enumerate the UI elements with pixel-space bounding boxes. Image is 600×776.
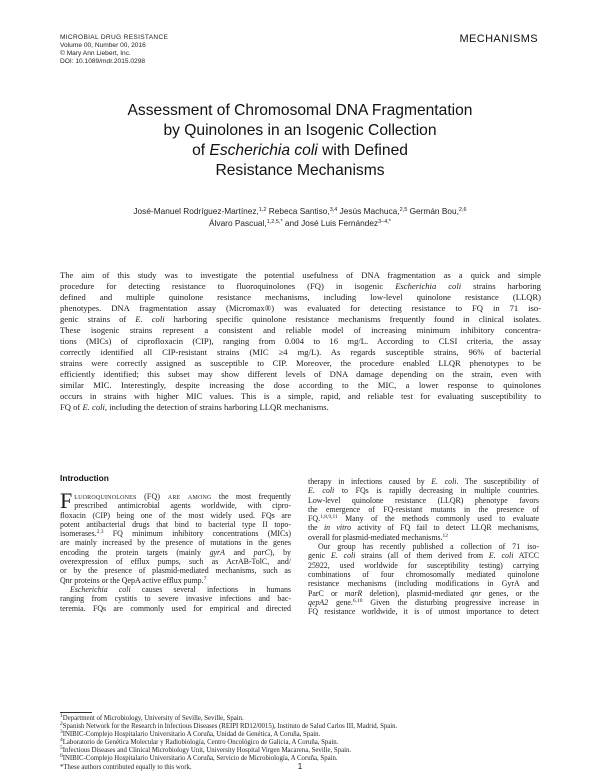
abstract-line: genic strains of E. coli harboring specific quinolone resistance mechanisms frequently found in clinical isolates. xyxy=(60,314,541,324)
body-line: the emergence of FQ-resistant mutants in the presence of xyxy=(308,504,539,514)
body-column-left xyxy=(60,488,291,613)
dropcap: F xyxy=(60,488,73,513)
abstract-line: The aim of this study was to investigate the potential usefulness of DNA fragmentation as a quick and simple xyxy=(60,270,541,280)
abstract-line: phenotypes. DNA fragmentation assay (Micromax®) was evaluated for detecting resistance to FQ in 71 iso- xyxy=(60,303,541,313)
body-line: teremia. FQs are commonly used for empirical and directed xyxy=(60,603,291,613)
abstract-line: These isogenic strains represent a consistent and reliable model of increasing minimum inhibitory concentra- xyxy=(60,325,541,335)
title-line: by Quinolones in an Isogenic Collection xyxy=(163,122,437,139)
section-label: MECHANISMS xyxy=(459,33,538,45)
affiliation-line: $^1$Department of Microbiology, University of Seville, Seville, Spain. xyxy=(60,713,244,722)
body-line: qepA2 gene.$^{6,10}$ Given the disturbing progressive increase in xyxy=(308,597,539,607)
author-name: Rebeca Santiso,$^{3,4}$ xyxy=(266,206,338,216)
body-line: therapy in infections caused by E. coli. The susceptibility of xyxy=(308,477,539,486)
body-line: 25922, used worldwide for susceptibility testing) carrying xyxy=(308,560,539,570)
journal-copyright: © Mary Ann Liebert, Inc. xyxy=(60,50,131,57)
body-line: E. coli to FQs is rapidly decreasing in multiple countries. xyxy=(308,486,539,496)
abstract xyxy=(60,270,541,413)
body-line: the in vitro activity of FQ fail to detect LLQR mechanisms, xyxy=(308,523,539,533)
body-line: overall for plasmid-mediated mechanisms.$^{12}$ xyxy=(308,532,449,542)
title-line: Resistance Mechanisms xyxy=(215,162,385,179)
abstract-line: similar MIC. Interestingly, despite increasing the dose according to the MIC, a lower response to quinolones xyxy=(60,380,541,390)
affiliation-line: $^5$Infectious Diseases and Clinical Microbiology Unit, University Hospital Virgen Macarena, Seville, Spain. xyxy=(60,745,352,755)
title-line: of Escherichia coli with Defined xyxy=(192,142,408,159)
body-line: ParC or marR deletion), plasmid-mediated qnr genes, or the xyxy=(308,588,539,598)
body-line: encoding the protein targets (mainly gyrA and parC), by xyxy=(60,547,291,557)
abstract-line: efficiently identified; this subset may show different levels of DNA damage depending on the strain, even with xyxy=(60,369,541,379)
affiliation-line: $^2$Spanish Network for the Research in Infectious Diseases (REIPI RD12/0015), Instituto de Salud Carlos III, Madrid, Spain. xyxy=(60,721,398,731)
abstract-line: procedure for detecting resistance to fluoroquinolones (FQ) in isogenic Escherichia coli strains harboring xyxy=(60,281,541,291)
body-line: resistance mechanisms (including modifications in GyrA and xyxy=(308,579,539,589)
author-line xyxy=(60,205,540,217)
body-line: are mainly increased by the presence of mutations in the genes xyxy=(60,538,291,548)
body-line: Low-level quinolone resistance (LLQR) phenotype favors xyxy=(308,495,539,505)
abstract-line: occurs in strains with higher MIC values. This is a simple, rapid, and reliable test for evaluating susceptibility to xyxy=(60,391,541,401)
journal-name: MICROBIAL DRUG RESISTANCE xyxy=(60,34,169,41)
body-line: genic E. coli strains (all of them derived from E. coli ATCC xyxy=(308,551,539,561)
abstract-line: tions (MICs) of ciprofloxacin (CIP), ranging from 0.004 to 16 mg/L. According to CLSI criteria, the assay xyxy=(60,336,541,346)
affiliation-line: $^3$INIBIC-Complejo Hospitalario Universitario A Coruña, Unidad de Genética, A Coruña, Spain. xyxy=(60,729,321,739)
affiliation-line: $^4$Laboratorio de Genética Molecular y Radiobiología, Centro Oncológico de Galicia, A Coruña, Spain. xyxy=(60,737,339,747)
body-line: FQ resistance worldwide, it is of utmost importance to detect xyxy=(308,607,539,617)
body-line: floxacin (CIP) being one of the most widely used. FQs are xyxy=(60,510,291,520)
author-name: and José Luis Fernández$^{3-4,*}$ xyxy=(282,218,391,228)
journal-volume: Volume 00, Number 00, 2016 xyxy=(60,42,146,49)
body-line: or by the presence of plasmid-mediated mechanisms, such as xyxy=(60,566,291,576)
author-list xyxy=(60,205,540,229)
journal-info xyxy=(60,34,168,66)
body-line: FQ.$^{1,8,9,11}$ Many of the methods commonly used to evaluate xyxy=(308,514,539,524)
article-title xyxy=(60,101,540,181)
footnote-divider xyxy=(60,712,92,713)
affiliation-line: $^6$INIBIC-Complejo Hospitalario Universitario A Coruña, Servicio de Microbiología, A Coruña, Spain. xyxy=(60,753,338,763)
author-name: Jesús Machuca,$^{2,5}$ xyxy=(337,206,408,216)
author-name: Álvaro Pascual,$^{1,2,5,*}$ xyxy=(209,218,283,228)
abstract-line: strains were correctly assigned as susceptible to CIP. Moreover, the procedure enabled LLQR phenotypes to be xyxy=(60,358,541,368)
body-line: potent antibacterial drugs that bind to bacterial type II topo- xyxy=(60,519,291,529)
body-line: isomerases.$^{2,3}$ FQ minimum inhibitory concentrations (MICs) xyxy=(60,529,291,539)
affiliation-line: *These authors contributed equally to this work. xyxy=(60,763,192,771)
body-line: Escherichia coli causes several infections in humans xyxy=(70,584,291,594)
body-line: luoroquinolones (FQ) are among the most frequently xyxy=(74,492,291,501)
body-line: ranging from cystitis to severe invasive infections and bac- xyxy=(60,594,291,604)
abstract-line: correctly identified all CIP-resistant strains (MIC ≥4 mg/L). As regards susceptible strains, 96% of bacterial xyxy=(60,347,541,357)
author-name: Germán Bou,$^{2,6}$ xyxy=(407,206,467,216)
author-name: José-Manuel Rodríguez-Martínez,$^{1,2}$ xyxy=(133,206,267,216)
body-line: Qnr proteins or the QepA active efflux pump.$^7$ xyxy=(60,575,207,585)
abstract-line: defined and multiple quinolone resistance mechanisms, including low-level quinolone resistance (LLQR) xyxy=(60,292,541,302)
section-heading-introduction: Introduction xyxy=(60,473,109,483)
body-line: prescribed antimicrobial agents worldwide, with cipro- xyxy=(74,501,291,511)
body-line: overexpression of efflux pumps, such as AcrAB-TolC, and/ xyxy=(60,557,291,567)
body-line: combinations of four chromosomally mediated quinolone xyxy=(308,569,539,579)
body-column-right xyxy=(308,477,539,616)
author-line xyxy=(60,217,540,229)
abstract-line: FQ of E. coli, including the detection of strains harboring LLQR mechanisms. xyxy=(60,402,329,412)
journal-doi: DOI: 10.1089/mdr.2015.0298 xyxy=(60,58,146,65)
body-line: Our group has recently published a collection of 71 iso- xyxy=(318,542,539,552)
title-line: Assessment of Chromosomal DNA Fragmentation xyxy=(127,102,473,119)
page-number: 1 xyxy=(297,762,303,771)
